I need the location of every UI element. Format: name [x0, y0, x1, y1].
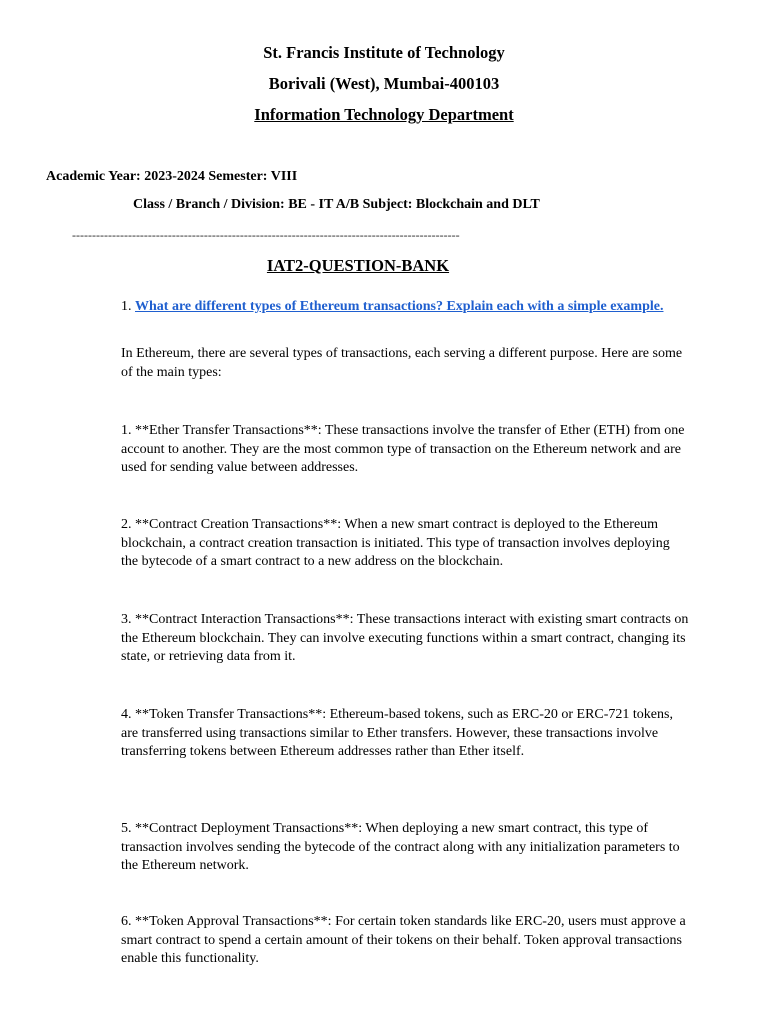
class-subject-line: Class / Branch / Division: BE - IT A/B Subject: Blockchain and DLT	[133, 197, 540, 212]
intro-paragraph: In Ethereum, there are several types of transactions, each serving a different purpose. Here are some of the main types:	[121, 346, 683, 380]
list-item: 3. **Contract Interaction Transactions**: These transactions interact with existing smart contracts on the Ethereum blockchain. They can involve executing functions within a smart contract, changing its state, or retrieving data from it.	[121, 612, 689, 664]
divider-line: -------------------------------------------------------------------------------------------------	[72, 229, 460, 241]
academic-year-line: Academic Year: 2023-2024 Semester: VIII	[46, 169, 298, 184]
list-item: 5. **Contract Deployment Transactions**: When deploying a new smart contract, this type of transaction involves sending the bytecode of the contract along with any initialization parameters to the Ethereum network.	[121, 821, 680, 873]
question-1	[121, 297, 681, 316]
list-item: 6. **Token Approval Transactions**: For certain token standards like ERC-20, users must approve a smart contract to spend a certain amount of their tokens on their behalf. Token approval transactions enable this functionality.	[121, 914, 686, 966]
institute-address: Borivali (West), Mumbai-400103	[268, 74, 500, 93]
question-bank-title: IAT2-QUESTION-BANK	[266, 256, 450, 275]
list-item: 1. **Ether Transfer Transactions**: These transactions involve the transfer of Ether (ETH) from one account to another. They are the most common type of transaction on the Ethereum network and are used for sending value between addresses.	[121, 423, 685, 475]
question-number: 1.	[121, 299, 132, 314]
list-item: 4. **Token Transfer Transactions**: Ethereum-based tokens, such as ERC-20 or ERC-721 tokens, are transferred using transactions similar to Ether transfers. However, these transactions involve transferring tokens between Ethereum addresses rather than Ether itself.	[121, 707, 673, 759]
department-name: Information Technology Department	[254, 105, 514, 124]
question-link[interactable]: What are different types of Ethereum transactions? Explain each with a simple example.	[135, 299, 664, 314]
institute-name: St. Francis Institute of Technology	[263, 43, 505, 62]
list-item: 2. **Contract Creation Transactions**: When a new smart contract is deployed to the Ethereum blockchain, a contract creation transaction is initiated. This type of transaction involves deploying the bytecode of a smart contract to a new address on the blockchain.	[121, 517, 670, 569]
